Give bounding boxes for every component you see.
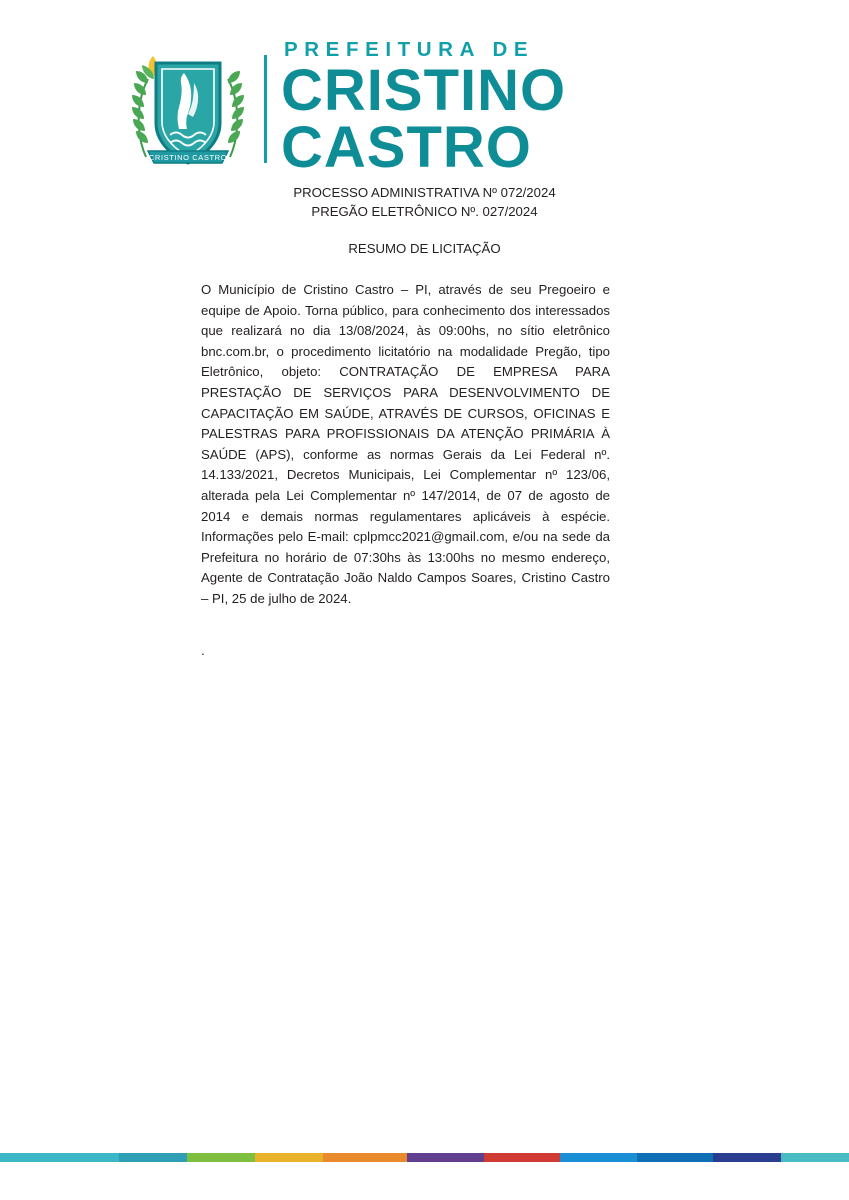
footer-bar-segment <box>637 1153 713 1162</box>
footer-bar-segment <box>119 1153 187 1162</box>
footer-bar-segment <box>560 1153 636 1162</box>
footer-bar-segment <box>484 1153 560 1162</box>
wordmark-city-line2: CASTRO <box>281 115 532 181</box>
footer-bar-segment <box>781 1153 849 1162</box>
wordmark-city <box>281 58 567 181</box>
footer-bar-segment <box>0 1153 119 1162</box>
footer-bar-segment <box>323 1153 408 1162</box>
svg-text:CRISTINO CASTRO: CRISTINO CASTRO <box>148 152 228 162</box>
footer-bar-segment <box>407 1153 483 1162</box>
footer-color-bar <box>0 1153 849 1162</box>
notice-body <box>201 280 610 610</box>
logo-divider <box>264 55 267 163</box>
auction-number: PREGÃO ELETRÔNICO Nº. 027/2024 <box>311 204 538 219</box>
page-title: RESUMO DE LICITAÇÃO <box>348 241 501 256</box>
coat-of-arms-icon <box>118 39 258 179</box>
document-header-lines <box>0 183 849 221</box>
footer-bar-segment <box>255 1153 323 1162</box>
trailing-mark: . <box>201 643 205 658</box>
process-number: PROCESSO ADMINISTRATIVA Nº 072/2024 <box>293 185 556 200</box>
notice-paragraph: O Município de Cristino Castro – PI, através de seu Pregoeiro e equipe de Apoio. Torna público, para conhecimento dos interessados que realizará no dia 13/08/2024, às 09:00hs, no sítio eletrônico bnc.com.br, o procedimento licitatório na modalidade Pregão, tipo Eletrônico, objeto: CONTRATAÇÃO DE EMPRESA PARA PRESTAÇÃO DE SERVIÇOS PARA DESENVOLVIMENTO DE CAPACITAÇÃO EM SAÚDE, ATRAVÉS DE CURSOS, OFICINAS E PALESTRAS PARA PROFISSIONAIS DA ATENÇÃO PRIMÁRIA À SAÚDE (APS), conforme as normas Gerais da Lei Federal nº. 14.133/2021, Decretos Municipais, Lei Complementar nº 123/06, alterada pela Lei Complementar nº 147/2014, de 07 de agosto de 2014 e demais normas regulamentares aplicáveis à espécie. Informações pelo E-mail: cplpmcc2021@gmail.com, e/ou na sede da Prefeitura no horário de 07:30hs às 13:00hs no mesmo endereço, Agente de Contratação João Naldo Campos Soares, Cristino Castro – PI, 25 de julho de 2024. <box>201 282 610 606</box>
wordmark-city-line1: CRISTINO <box>281 58 567 124</box>
wordmark-prefeitura: PREFEITURA DE <box>284 37 535 61</box>
prefeitura-logo <box>118 36 628 181</box>
footer-bar-segment <box>713 1153 781 1162</box>
footer-bar-segment <box>187 1153 255 1162</box>
logo-wordmark <box>281 37 567 181</box>
